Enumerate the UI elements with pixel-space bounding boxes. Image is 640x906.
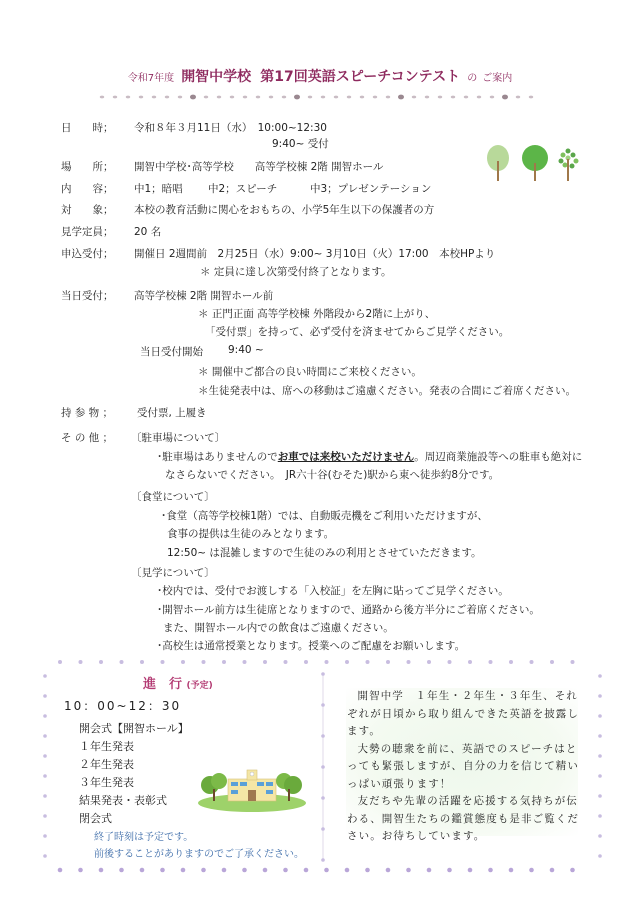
frame-dot [321, 765, 325, 769]
frame-dot [78, 868, 83, 873]
same-day-start-label: 当日受付開始 [140, 346, 203, 358]
title-suffix: ご案内 [482, 73, 513, 84]
frame-dot [321, 858, 325, 862]
divider-dot [152, 96, 156, 99]
program-item: ３年生発表 [79, 776, 134, 789]
frame-dot [550, 660, 554, 664]
parking-text: ･駐車場はありませんので [157, 451, 278, 463]
place-value: 開智中学校･高等学校 高等学校棟 2階 開智ホール [134, 161, 384, 173]
same-day-start-time: 9:40 ~ [228, 344, 264, 356]
divider-dot [490, 96, 494, 99]
frame-dot [529, 868, 534, 873]
frame-dot [598, 854, 602, 858]
parking-emphasis: お車では来校いただけません [277, 451, 415, 463]
divider-dot [529, 96, 533, 99]
frame-dot [321, 703, 325, 707]
frame-dot [598, 754, 602, 758]
frame-dot [304, 868, 309, 873]
cafeteria-line: ･食堂（高等学校棟1階）では、自動販売機をご利用いただけますが、 [161, 510, 488, 522]
reception-time: 9:40~ 受付 [272, 138, 329, 150]
frame-dot [427, 868, 432, 873]
capacity-value: 20 名 [134, 226, 162, 238]
divider-dot [386, 96, 390, 99]
bring-value: 受付票, 上履き [137, 407, 207, 419]
frame-dot [386, 868, 391, 873]
frame-dot [99, 868, 104, 873]
message-paragraph: 開智中学 １年生・２年生・３年生、それぞれが日頃から取り組んできた英語を披露します。 [347, 690, 579, 737]
program-item: １年生発表 [79, 740, 134, 753]
frame-dot [243, 660, 247, 664]
same-day-value: 高等学校棟 2階 開智ホール前 [134, 290, 274, 302]
frame-dot [598, 734, 602, 738]
date-label: 日 時； [61, 122, 114, 134]
frame-dot [304, 660, 308, 664]
frame-dot [284, 660, 288, 664]
divider-dot [464, 96, 468, 99]
trees-illustration [483, 143, 593, 185]
frame-dot [598, 714, 602, 718]
page-title [0, 66, 640, 86]
frame-dot [202, 660, 206, 664]
frame-dot [79, 660, 83, 664]
same-day-note: ＊ 開催中ご都合の良い時間にご来校ください。 [198, 366, 422, 378]
message-text [347, 688, 579, 846]
frame-dot [598, 774, 602, 778]
frame-dot [140, 660, 144, 664]
divider-dot [334, 96, 338, 99]
frame-dot [406, 868, 411, 873]
frame-dot [43, 794, 47, 798]
target-label: 対 象； [61, 204, 114, 216]
divider-dot [190, 95, 196, 100]
frame-dot [140, 868, 145, 873]
capacity-label: 見学定員； [61, 226, 114, 238]
divider-dot [204, 96, 208, 99]
cafeteria-line: 12:50~ は混雑しますので生徒のみの利用とさせていただきます。 [167, 547, 482, 559]
frame-dot [509, 868, 514, 873]
program-time: 10：00~12：30 [64, 699, 182, 713]
divider-dot [412, 96, 416, 99]
divider-dot [477, 96, 481, 99]
divider-dot [282, 96, 286, 99]
same-day-note: ＊ 正門正面 高等学校棟 外階段から2階に上がり、 [198, 308, 436, 320]
content-label: 内 容； [61, 183, 114, 195]
frame-dot [321, 796, 325, 800]
divider-dot [438, 96, 442, 99]
frame-dot [366, 660, 370, 664]
content-item: 中3；プレゼンテーション [310, 183, 432, 195]
frame-dot [43, 854, 47, 858]
divider-dot [165, 96, 169, 99]
same-day-note: ＊生徒発表中は、席への移動はご遠慮ください。発表の合間にご着席ください。 [198, 385, 576, 397]
divider-dot [373, 96, 377, 99]
frame-dot [345, 660, 349, 664]
divider-dot [256, 96, 260, 99]
visit-line: ･高校生は通常授業となります。授業へのご配慮をお願いします。 [157, 640, 466, 652]
divider-dot [100, 96, 104, 99]
frame-dot [43, 754, 47, 758]
frame-dot [598, 834, 602, 838]
frame-dot [181, 868, 186, 873]
frame-dot [119, 868, 124, 873]
message-paragraph: 友だちや先輩の活躍を応援する気持ちが伝わる、開智生たちの鑑賞態度も是非ご覧ください。お待ちしています。 [347, 795, 579, 842]
tree-icon [522, 145, 548, 181]
frame-dot [222, 660, 226, 664]
divider-dot [425, 96, 429, 99]
message-paragraph: 大勢の聴衆を前に、英語でのスピーチはとっても緊張しますが、自分の力を信じて精いっぱい頑張ります！ [347, 742, 579, 790]
divider-dot [308, 96, 312, 99]
frame-dot [447, 868, 452, 873]
bring-label: 持 参 物 ； [61, 407, 114, 419]
frame-dot [345, 868, 350, 873]
frame-dot [120, 660, 124, 664]
application-value: 開催日 2週間前 2月25日（水）9:00~ 3月10日（火）17:00 本校HPより [134, 248, 496, 260]
frame-dot [468, 868, 473, 873]
frame-dot [571, 660, 575, 664]
divider-dot [321, 96, 325, 99]
application-label: 申込受付； [61, 248, 114, 260]
program-heading [143, 673, 213, 692]
cafeteria-line: 食事の提供は生徒のみとなります。 [167, 528, 335, 540]
program-heading-tentative: (予定) [186, 681, 213, 691]
frame-dot [598, 694, 602, 698]
divider-dot [516, 96, 520, 99]
frame-dot [283, 868, 288, 873]
visit-line: ･校内では、受付でお渡しする「入校証」を左胸に貼ってご見学ください。 [157, 585, 509, 597]
title-particle: の [467, 73, 478, 84]
divider-dot [451, 96, 455, 99]
frame-dot [242, 868, 247, 873]
frame-dot [99, 660, 103, 664]
frame-dot [550, 868, 555, 873]
program-item: 開会式【開智ホール】 [79, 722, 189, 735]
parking-heading: 〔駐車場について〕 [131, 432, 226, 444]
same-day-label: 当日受付； [61, 290, 114, 302]
frame-dot [509, 660, 513, 664]
frame-dot [321, 672, 325, 676]
title-event: 第17回英語スピーチコンテスト [260, 69, 461, 85]
frame-dot [598, 674, 602, 678]
frame-dot [598, 814, 602, 818]
parking-text: 。周辺商業施設等への駐車も絶対に [414, 451, 583, 463]
frame-dot [222, 868, 227, 873]
content-item: 中1；暗唱 [134, 183, 183, 195]
title-era: 令和7年度 [127, 73, 175, 84]
divider-dot [139, 96, 143, 99]
divider-dot [243, 96, 247, 99]
divider-dot [398, 95, 404, 100]
visit-line: ･開智ホール前方は生徒席となりますので、通路から後方半分にご着席ください。 [157, 604, 540, 616]
frame-dot [58, 868, 63, 873]
frame-dot [43, 674, 47, 678]
program-note: 終了時刻は予定です。 [94, 832, 194, 843]
frame-dot [43, 714, 47, 718]
frame-dot [201, 868, 206, 873]
divider-dot [113, 96, 117, 99]
divider-dot [294, 95, 300, 100]
frame-dot [325, 660, 329, 664]
tree-icon [487, 145, 509, 181]
target-value: 本校の教育活動に関心をおもちの、小学5年生以下の保護者の方 [134, 204, 435, 216]
frame-dot [43, 734, 47, 738]
same-day-note: 「受付票」を持って、必ず受付を済ませてからご見学ください。 [205, 326, 510, 338]
program-item: 閉会式 [79, 812, 112, 825]
frame-dot [43, 834, 47, 838]
divider-dot [178, 96, 182, 99]
divider-dot [502, 95, 508, 100]
frame-dot [43, 774, 47, 778]
visit-line: また、開智ホール内での飲食はご遠慮ください。 [163, 622, 394, 634]
frame-dot [43, 814, 47, 818]
divider-dot [269, 96, 273, 99]
frame-dot [407, 660, 411, 664]
program-note: 前後することがありますのでご了承ください。 [94, 849, 304, 860]
school-building-illustration [196, 765, 308, 813]
frame-dot [321, 827, 325, 831]
frame-dot [324, 868, 329, 873]
other-label: そ の 他 ； [61, 432, 114, 444]
program-item: ２年生発表 [79, 758, 134, 771]
content-item: 中2；スピーチ [208, 183, 278, 195]
parking-line [157, 449, 582, 464]
frame-dot [570, 868, 575, 873]
frame-dot [448, 660, 452, 664]
frame-dot [58, 660, 62, 664]
divider-dot [230, 96, 234, 99]
frame-dot [365, 868, 370, 873]
frame-dot [263, 660, 267, 664]
visit-heading: 〔見学について〕 [131, 567, 215, 579]
title-school: 開智中学校 [181, 69, 252, 85]
divider-dot [360, 96, 364, 99]
frame-dot [386, 660, 390, 664]
divider-dot [347, 96, 351, 99]
frame-dot [43, 694, 47, 698]
title-dotted-divider [98, 92, 538, 102]
frame-dot [598, 794, 602, 798]
tree-icon [559, 149, 579, 182]
frame-dot [530, 660, 534, 664]
frame-dot [468, 660, 472, 664]
building-icon [228, 770, 276, 801]
frame-dot [161, 660, 165, 664]
divider-dot [217, 96, 221, 99]
program-heading-text: 進 行 [143, 677, 183, 692]
parking-line: なさらないでください。 JR六十谷(むそた)駅から東へ徒歩約8分です。 [165, 469, 500, 481]
cafeteria-heading: 〔食堂について〕 [131, 491, 215, 503]
frame-dot [489, 660, 493, 664]
frame-dot [263, 868, 268, 873]
frame-dot [181, 660, 185, 664]
divider-dot [126, 96, 130, 99]
application-note: ＊ 定員に達し次第受付終了となります。 [200, 266, 392, 278]
date-value: 令和８年３月11日（水） 10:00~12:30 [134, 122, 327, 134]
frame-dot [488, 868, 493, 873]
place-label: 場 所； [61, 161, 114, 173]
frame-dot [427, 660, 431, 664]
frame-dot [160, 868, 165, 873]
program-item: 結果発表・表彰式 [79, 794, 167, 807]
frame-dot [321, 734, 325, 738]
